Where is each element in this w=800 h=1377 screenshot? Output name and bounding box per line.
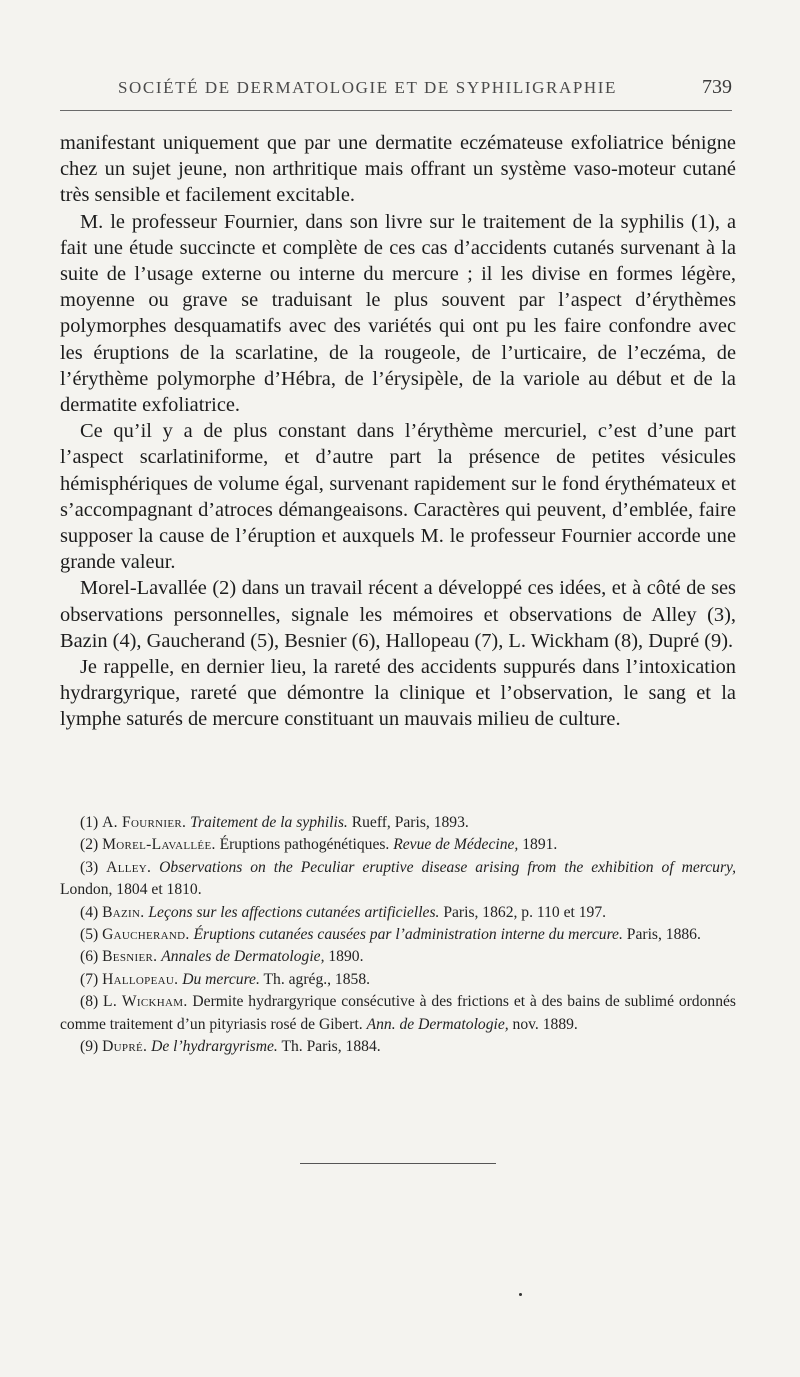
footnote-number: (9)	[80, 1038, 99, 1056]
running-header	[60, 74, 732, 102]
footnote-number: (7)	[80, 970, 99, 988]
ink-speck	[519, 1293, 522, 1296]
footnote-number: (5)	[80, 926, 99, 944]
paragraph: M. le professeur Fournier, dans son livre sur le traitement de la syphilis (1), a fait une étude succincte et complète de ces cas d’accidents cutanés survenant à la suite de l’usage externe ou interne du mercure ; il les divise en formes légère, moyenne ou grave se traduisant le plus souvent par l’aspect d’érythèmes polymorphes desquamatifs avec des variétés qui ont pu les faire confondre avec les éruptions de la scarlatine, de la rougeole, de l’urticaire, de l’eczéma, de l’érythème polymorphe d’Hébra, de l’érysipèle, de la variole au début et de la dermatite exfoliatrice.	[60, 210, 736, 417]
footnote	[60, 946, 736, 968]
footnote	[60, 991, 736, 1036]
footnote	[60, 1036, 736, 1058]
body-text	[60, 130, 736, 733]
page-number: 739	[702, 76, 732, 98]
footnote-title: Ann. de Dermatologie,	[366, 1015, 509, 1033]
footnote-rest: Paris, 1886.	[622, 926, 701, 944]
footnote-author: Gaucherand.	[102, 926, 190, 944]
footnote-pre: Dermite hydrargyrique consécutive à des frictions et à des bains de sublimé ordonnés comme traitement d’un pityriasis rosé de Gibert.	[60, 993, 736, 1033]
footnote	[60, 969, 736, 991]
footnote-title: Annales de Dermatologie,	[161, 948, 325, 966]
footnote-rest: nov. 1889.	[508, 1015, 578, 1033]
footnote-title: Du mercure.	[182, 970, 260, 988]
footnote-author: A. Fournier.	[102, 814, 187, 831]
running-title: SOCIÉTÉ DE DERMATOLOGIE ET DE SYPHILIGRAPHIE	[118, 78, 618, 97]
footnote-number: (3)	[80, 858, 99, 876]
footnote-author: L. Wickham.	[103, 993, 188, 1011]
footnote-number: (2)	[80, 836, 99, 854]
footnote-title: Observations on the Peculiar eruptive disease arising from the exhibition of mercury,	[159, 858, 737, 876]
footnote-rest: Th. Paris, 1884.	[277, 1038, 381, 1056]
paragraph: Ce qu’il y a de plus constant dans l’érythème mercuriel, c’est d’une part l’aspect scarlatiniforme, et d’autre part la présence de petites vésicules hémisphériques de volume égal, survenant rapidement sur le fond érythémateux et s’accompagnant d’atroces démangeaisons. Caractères qui peuvent, d’emblée, faire supposer la cause de l’éruption et auxquels M. le professeur Fournier accorde une grande valeur.	[60, 420, 736, 574]
footnote-author: Morel-Lavallée.	[102, 836, 216, 854]
footnote-rest: Rueff, Paris, 1893.	[347, 814, 469, 831]
footnote-title: Leçons sur les affections cutanées artificielles.	[148, 903, 440, 921]
footnote	[60, 902, 736, 924]
footnote-rest: London, 1804 et 1810.	[60, 881, 202, 899]
paragraph: manifestant uniquement que par une dermatite eczémateuse exfoliatrice bénigne chez un sujet jeune, non arthritique mais offrant un système vaso-moteur cutané très sensible et facilement excitable.	[60, 132, 736, 207]
closing-rule	[300, 1163, 496, 1164]
footnote	[60, 812, 736, 834]
footnote-rest: 1890.	[324, 948, 364, 966]
footnotes	[60, 812, 736, 1058]
footnote	[60, 834, 736, 856]
footnote-number: (6)	[80, 948, 99, 966]
footnote-number: (8)	[80, 993, 99, 1011]
paragraph: Je rappelle, en dernier lieu, la rareté des accidents suppurés dans l’intoxication hydrargyrique, rareté que démontre la clinique et l’observation, le sang et la lymphe saturés de mercure constituant un mauvais milieu de culture.	[60, 656, 736, 731]
footnote-rest: Th. agrég., 1858.	[259, 970, 371, 988]
footnote-number: (4)	[80, 903, 99, 921]
footnote-title: Éruptions cutanées causées par l’administration interne du mercure.	[193, 926, 623, 944]
footnote-pre: Éruptions pathogénétiques.	[215, 836, 394, 854]
footnote-title: Revue de Médecine,	[393, 836, 519, 854]
footnote	[60, 924, 736, 946]
footnote-number: (1)	[80, 814, 99, 831]
paragraph: Morel-Lavallée (2) dans un travail récent a développé ces idées, et à côté de ses observations personnelles, signale les mémoires et observations de Alley (3), Bazin (4), Gaucherand (5), Besnier (6), Hallopeau (7), L. Wickham (8), Dupré (9).	[60, 577, 736, 652]
footnote-author: Alley.	[106, 858, 152, 876]
header-rule	[60, 110, 732, 111]
footnote-author: Besnier.	[102, 948, 158, 966]
footnote-author: Hallopeau.	[102, 970, 179, 988]
footnote-rest: 1891.	[518, 836, 558, 854]
footnote-author: Dupré.	[102, 1038, 148, 1056]
footnote-rest: Paris, 1862, p. 110 et 197.	[439, 903, 607, 921]
footnote	[60, 857, 736, 902]
footnote-author: Bazin.	[102, 903, 145, 921]
footnote-title: De l’hydrargyrisme.	[151, 1038, 278, 1056]
footnote-title: Traitement de la syphilis.	[190, 814, 348, 831]
